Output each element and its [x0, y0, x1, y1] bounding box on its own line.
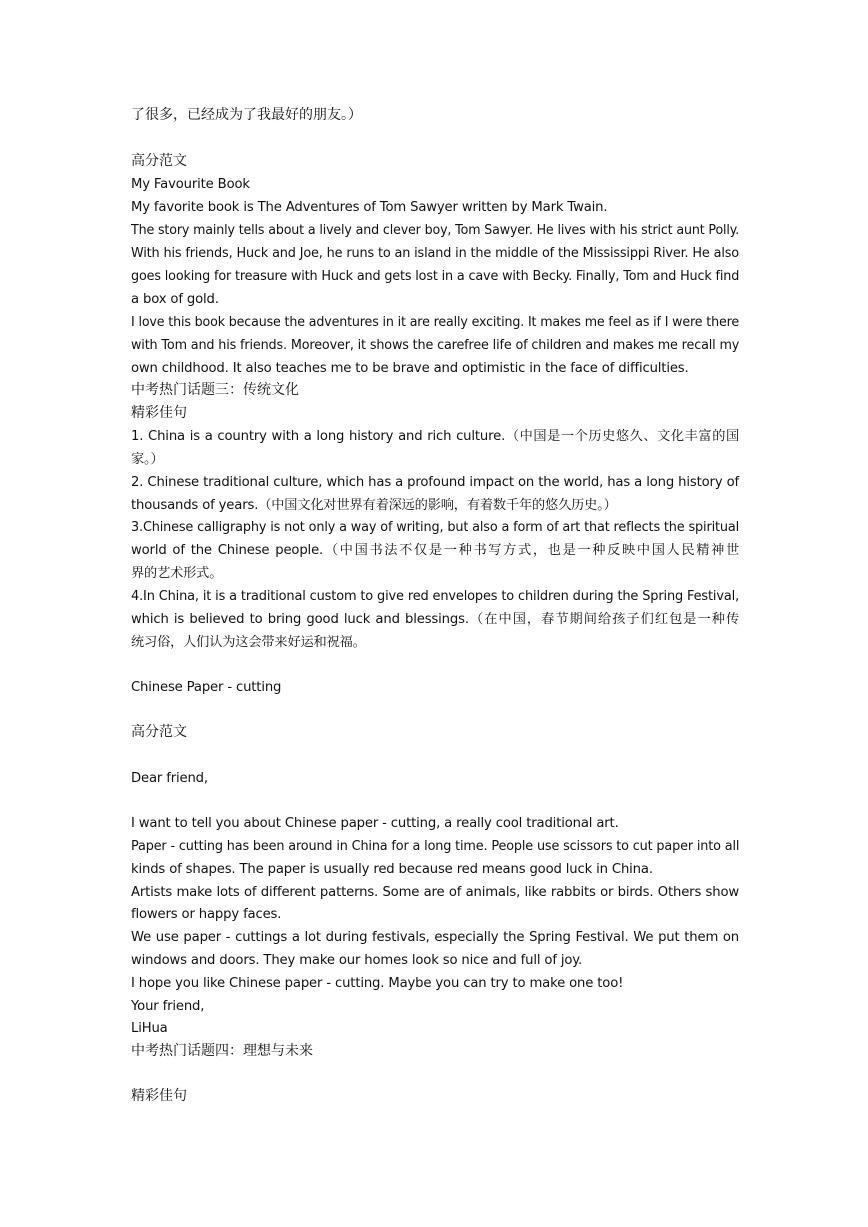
- section-heading: 高分范文: [131, 724, 187, 740]
- text-line: Artists make lots of different patterns. Some are of animals, like rabbits or birds. Others show: [131, 885, 739, 900]
- sentence-line: 2. Chinese traditional culture, which has a profound impact on the world, has a long history of: [131, 475, 739, 490]
- text-line: windows and doors. They make our homes look so nice and full of joy.: [131, 953, 583, 968]
- text-line: I want to tell you about Chinese paper - cutting, a really cool traditional art.: [131, 816, 619, 831]
- topic-heading: 中考热门话题四：理想与未来: [131, 1043, 313, 1059]
- text-line: I love this book because the adventures in it are really exciting. It makes me feel as if I were there: [131, 315, 740, 330]
- letter-greeting: Dear friend,: [131, 771, 208, 786]
- sentence-line: 1. China is a country with a long history and rich culture.（中国是一个历史悠久、文化丰富的国: [131, 429, 739, 444]
- text-line: flowers or happy faces.: [131, 907, 282, 922]
- text-line: kinds of shapes. The paper is usually red because red means good luck in China.: [131, 862, 653, 877]
- section-heading: 精彩佳句: [131, 405, 187, 421]
- sentence-line: thousands of years.（中国文化对世界有着深远的影响，有着数千年的悠久历史。）: [131, 498, 617, 513]
- essay-title: Chinese Paper - cutting: [131, 680, 282, 695]
- text-line: a box of gold.: [131, 292, 219, 307]
- topic-heading: 中考热门话题三：传统文化: [131, 382, 299, 398]
- text-line: 了很多，已经成为了我最好的朋友。）: [131, 107, 362, 123]
- document-page: [131, 0, 739, 1227]
- sentence-line: which is believed to bring good luck and blessings.（在中国，春节期间给孩子们红包是一种传: [131, 612, 739, 627]
- text-line: We use paper - cuttings a lot during festivals, especially the Spring Festival. We put them on: [131, 930, 739, 945]
- sentence-line: 家。）: [131, 452, 164, 467]
- section-heading: 高分范文: [131, 153, 187, 169]
- text-line: The story mainly tells about a lively and clever boy, Tom Sawyer. He lives with his strict aunt Polly.: [131, 223, 740, 238]
- text-line: I hope you like Chinese paper - cutting. Maybe you can try to make one too!: [131, 976, 624, 991]
- text-line: With his friends, Huck and Joe, he runs to an island in the middle of the Mississippi River. He also: [131, 246, 739, 261]
- text-line: My favorite book is The Adventures of Tom Sawyer written by Mark Twain.: [131, 200, 608, 215]
- sentence-line: 4.In China, it is a traditional custom to give red envelopes to children during the Spring Festival,: [131, 589, 740, 604]
- sentence-line: 界的艺术形式。: [131, 566, 223, 581]
- text-line: Paper - cutting has been around in China for a long time. People use scissors to cut paper into all: [131, 839, 740, 854]
- sentence-line: 统习俗，人们认为这会带来好运和祝福。: [131, 635, 366, 650]
- sentence-line: world of the Chinese people.（中国书法不仅是一种书写方式，也是一种反映中国人民精神世: [131, 543, 739, 558]
- sentence-line: 3.Chinese calligraphy is not only a way of writing, but also a form of art that reflects the spiritual: [131, 520, 739, 535]
- letter-closing: Your friend,: [131, 999, 205, 1014]
- text-line: goes looking for treasure with Huck and gets lost in a cave with Becky. Finally, Tom and Huck find: [131, 269, 740, 284]
- text-line: with Tom and his friends. Moreover, it shows the carefree life of children and makes me recall my: [131, 338, 740, 353]
- essay-title: My Favourite Book: [131, 177, 250, 192]
- section-heading: 精彩佳句: [131, 1088, 187, 1104]
- text-line: own childhood. It also teaches me to be brave and optimistic in the face of difficulties.: [131, 361, 689, 376]
- letter-signature: LiHua: [131, 1021, 168, 1036]
